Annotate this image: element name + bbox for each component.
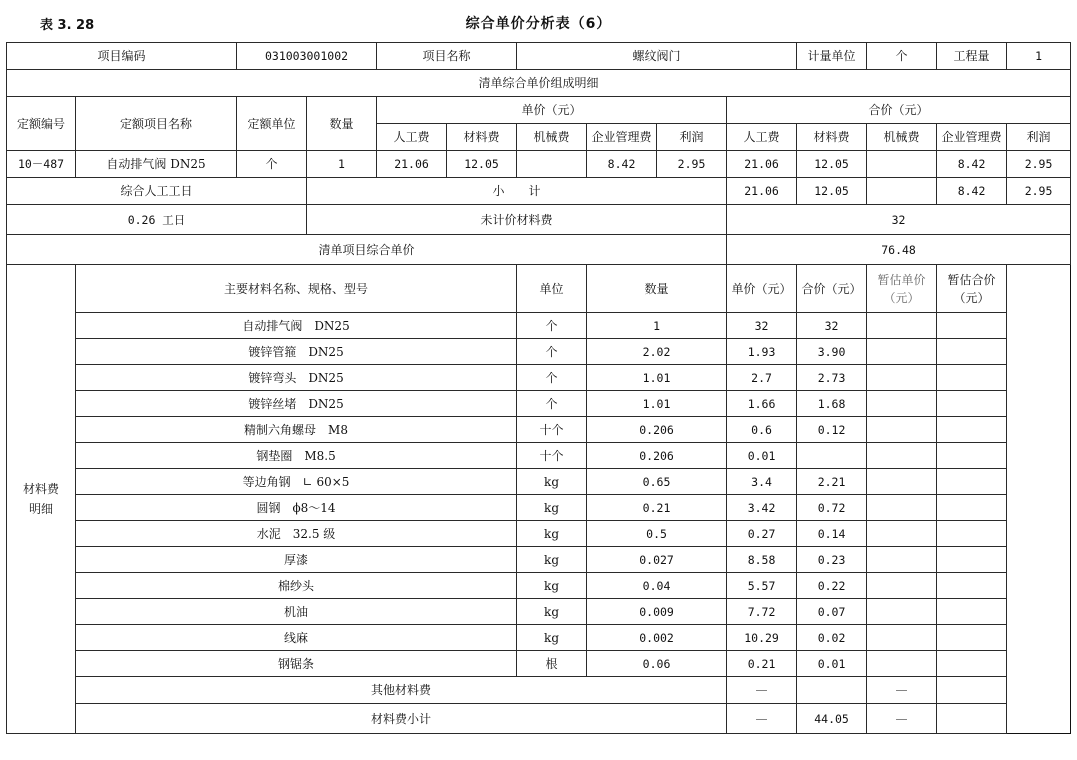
material-row bbox=[7, 313, 1071, 339]
material-unit: 个 bbox=[517, 339, 587, 365]
material-unit: kg bbox=[517, 547, 587, 573]
composition-header-row-1 bbox=[7, 97, 1071, 124]
material-unit: 个 bbox=[517, 313, 587, 339]
material-unit: 十个 bbox=[517, 417, 587, 443]
material-name: 棉纱头 bbox=[76, 573, 517, 599]
material-qty: 1.01 bbox=[587, 365, 727, 391]
material-est-price bbox=[867, 651, 937, 677]
materials-header-row bbox=[7, 265, 1071, 313]
materials-header-name: 主要材料名称、规格、型号 bbox=[76, 265, 517, 313]
materials-subtotal-price: — bbox=[727, 704, 797, 734]
material-qty: 0.21 bbox=[587, 495, 727, 521]
unpriced-material-value: 32 bbox=[727, 205, 1071, 235]
material-row bbox=[7, 547, 1071, 573]
total-labor: 21.06 bbox=[727, 151, 797, 178]
unit-labor: 21.06 bbox=[377, 151, 447, 178]
quota-qty: 1 bbox=[307, 151, 377, 178]
material-unit: kg bbox=[517, 495, 587, 521]
material-total: 0.12 bbox=[797, 417, 867, 443]
page-header bbox=[0, 0, 1077, 40]
material-unit: 个 bbox=[517, 391, 587, 417]
material-row bbox=[7, 339, 1071, 365]
materials-header-qty: 数量 bbox=[587, 265, 727, 313]
total-mgmt: 8.42 bbox=[937, 151, 1007, 178]
project-name-label: 项目名称 bbox=[377, 43, 517, 70]
unit-material: 12.05 bbox=[447, 151, 517, 178]
material-row bbox=[7, 495, 1071, 521]
materials-subtotal-est-total bbox=[937, 704, 1007, 734]
materials-subtotal-total: 44.05 bbox=[797, 704, 867, 734]
material-unit: kg bbox=[517, 599, 587, 625]
materials-header-unit: 单位 bbox=[517, 265, 587, 313]
header-unit-price: 单价（元） bbox=[377, 97, 727, 124]
labor-day-value: 0.26 工日 bbox=[7, 205, 307, 235]
material-total: 0.22 bbox=[797, 573, 867, 599]
unit-value: 个 bbox=[867, 43, 937, 70]
material-qty: 0.206 bbox=[587, 443, 727, 469]
material-total: 0.23 bbox=[797, 547, 867, 573]
total-material: 12.05 bbox=[797, 151, 867, 178]
material-total: 2.21 bbox=[797, 469, 867, 495]
material-est-total bbox=[937, 599, 1007, 625]
material-qty: 2.02 bbox=[587, 339, 727, 365]
material-name: 等边角钢 ∟ 60×5 bbox=[76, 469, 517, 495]
unpriced-material-row bbox=[7, 205, 1071, 235]
material-name: 精制六角螺母 M8 bbox=[76, 417, 517, 443]
subtotal-machine bbox=[867, 178, 937, 205]
unit-profit: 2.95 bbox=[657, 151, 727, 178]
material-est-total bbox=[937, 625, 1007, 651]
composition-subtotal-row bbox=[7, 178, 1071, 205]
qty-value: 1 bbox=[1007, 43, 1071, 70]
material-name: 线麻 bbox=[76, 625, 517, 651]
header-total-profit: 利润 bbox=[1007, 124, 1071, 151]
header-quota-no: 定额编号 bbox=[7, 97, 76, 151]
material-price: 0.21 bbox=[727, 651, 797, 677]
unit-label: 计量单位 bbox=[797, 43, 867, 70]
material-est-price bbox=[867, 313, 937, 339]
material-row bbox=[7, 651, 1071, 677]
header-quota-unit: 定额单位 bbox=[237, 97, 307, 151]
material-total: 1.68 bbox=[797, 391, 867, 417]
header-total-price: 合价（元） bbox=[727, 97, 1071, 124]
subtotal-material: 12.05 bbox=[797, 178, 867, 205]
material-qty: 0.65 bbox=[587, 469, 727, 495]
material-total: 0.72 bbox=[797, 495, 867, 521]
subtotal-mgmt: 8.42 bbox=[937, 178, 1007, 205]
table-number: 表 3. 28 bbox=[40, 18, 95, 33]
material-row bbox=[7, 573, 1071, 599]
material-est-price bbox=[867, 573, 937, 599]
quota-no: 10－487 bbox=[7, 151, 76, 178]
material-qty: 0.06 bbox=[587, 651, 727, 677]
header-unit-profit: 利润 bbox=[657, 124, 727, 151]
composition-title-row bbox=[7, 70, 1071, 97]
material-name: 镀锌管箍 DN25 bbox=[76, 339, 517, 365]
material-est-total bbox=[937, 313, 1007, 339]
material-est-total bbox=[937, 469, 1007, 495]
materials-subtotal-est-price: — bbox=[867, 704, 937, 734]
other-materials-total bbox=[797, 677, 867, 704]
material-name: 圆钢 ϕ8～14 bbox=[76, 495, 517, 521]
material-est-price bbox=[867, 417, 937, 443]
subtotal-label: 小 计 bbox=[307, 178, 727, 205]
total-profit: 2.95 bbox=[1007, 151, 1071, 178]
material-unit: kg bbox=[517, 625, 587, 651]
header-qty: 数量 bbox=[307, 97, 377, 151]
subtotal-labor: 21.06 bbox=[727, 178, 797, 205]
material-price: 10.29 bbox=[727, 625, 797, 651]
material-est-price bbox=[867, 625, 937, 651]
material-est-price bbox=[867, 365, 937, 391]
unit-price-row bbox=[7, 235, 1071, 265]
unit-price-value: 76.48 bbox=[727, 235, 1071, 265]
material-total: 0.07 bbox=[797, 599, 867, 625]
material-est-price bbox=[867, 521, 937, 547]
material-qty: 0.027 bbox=[587, 547, 727, 573]
material-name: 钢垫圈 M8.5 bbox=[76, 443, 517, 469]
unit-mgmt: 8.42 bbox=[587, 151, 657, 178]
total-machine bbox=[867, 151, 937, 178]
composition-section-title: 清单综合单价组成明细 bbox=[7, 70, 1071, 97]
subtotal-profit: 2.95 bbox=[1007, 178, 1071, 205]
materials-header-est-price: 暂估单价（元） bbox=[867, 265, 937, 313]
material-price: 0.27 bbox=[727, 521, 797, 547]
material-est-price bbox=[867, 547, 937, 573]
material-total: 32 bbox=[797, 313, 867, 339]
material-name: 水泥 32.5 级 bbox=[76, 521, 517, 547]
materials-header-total: 合价（元） bbox=[797, 265, 867, 313]
project-code-label: 项目编码 bbox=[7, 43, 237, 70]
header-quota-name: 定额项目名称 bbox=[76, 97, 237, 151]
material-est-price bbox=[867, 339, 937, 365]
material-qty: 0.206 bbox=[587, 417, 727, 443]
header-total-labor: 人工费 bbox=[727, 124, 797, 151]
materials-subtotal-row bbox=[7, 704, 1071, 734]
material-est-price bbox=[867, 599, 937, 625]
labor-day-label: 综合人工工日 bbox=[7, 178, 307, 205]
material-row bbox=[7, 625, 1071, 651]
material-total: 0.01 bbox=[797, 651, 867, 677]
material-unit: 根 bbox=[517, 651, 587, 677]
material-total: 0.02 bbox=[797, 625, 867, 651]
material-qty: 1.01 bbox=[587, 391, 727, 417]
material-price: 0.6 bbox=[727, 417, 797, 443]
material-price: 1.66 bbox=[727, 391, 797, 417]
material-price: 2.7 bbox=[727, 365, 797, 391]
other-materials-est-total bbox=[937, 677, 1007, 704]
material-est-total bbox=[937, 417, 1007, 443]
material-unit: 十个 bbox=[517, 443, 587, 469]
material-est-total bbox=[937, 521, 1007, 547]
header-total-machine: 机械费 bbox=[867, 124, 937, 151]
material-name: 自动排气阀 DN25 bbox=[76, 313, 517, 339]
material-row bbox=[7, 391, 1071, 417]
material-est-total bbox=[937, 495, 1007, 521]
material-total: 2.73 bbox=[797, 365, 867, 391]
material-total: 3.90 bbox=[797, 339, 867, 365]
unpriced-material-label: 未计价材料费 bbox=[307, 205, 727, 235]
project-name: 螺纹阀门 bbox=[517, 43, 797, 70]
other-materials-label: 其他材料费 bbox=[76, 677, 727, 704]
material-qty: 0.009 bbox=[587, 599, 727, 625]
material-qty: 0.04 bbox=[587, 573, 727, 599]
material-price: 0.01 bbox=[727, 443, 797, 469]
material-row bbox=[7, 417, 1071, 443]
material-unit: kg bbox=[517, 469, 587, 495]
material-price: 7.72 bbox=[727, 599, 797, 625]
header-unit-material: 材料费 bbox=[447, 124, 517, 151]
material-est-price bbox=[867, 443, 937, 469]
material-est-total bbox=[937, 547, 1007, 573]
material-price: 3.4 bbox=[727, 469, 797, 495]
project-code: 031003001002 bbox=[237, 43, 377, 70]
material-price: 8.58 bbox=[727, 547, 797, 573]
material-row bbox=[7, 469, 1071, 495]
qty-label: 工程量 bbox=[937, 43, 1007, 70]
material-est-price bbox=[867, 495, 937, 521]
material-qty: 0.5 bbox=[587, 521, 727, 547]
material-total bbox=[797, 443, 867, 469]
material-price: 5.57 bbox=[727, 573, 797, 599]
other-materials-price: — bbox=[727, 677, 797, 704]
material-row bbox=[7, 365, 1071, 391]
material-qty: 0.002 bbox=[587, 625, 727, 651]
material-est-total bbox=[937, 573, 1007, 599]
material-name: 镀锌弯头 DN25 bbox=[76, 365, 517, 391]
header-total-material: 材料费 bbox=[797, 124, 867, 151]
material-name: 厚漆 bbox=[76, 547, 517, 573]
project-info-row bbox=[7, 43, 1071, 70]
material-est-total bbox=[937, 339, 1007, 365]
material-price: 32 bbox=[727, 313, 797, 339]
materials-side-label: 材料费明细 bbox=[7, 265, 76, 734]
material-row bbox=[7, 443, 1071, 469]
quota-name: 自动排气阀 DN25 bbox=[76, 151, 237, 178]
material-est-price bbox=[867, 391, 937, 417]
quota-unit: 个 bbox=[237, 151, 307, 178]
unit-price-label: 清单项目综合单价 bbox=[7, 235, 727, 265]
header-unit-mgmt: 企业管理费 bbox=[587, 124, 657, 151]
other-materials-est-price: — bbox=[867, 677, 937, 704]
material-name: 机油 bbox=[76, 599, 517, 625]
materials-header-est-total: 暂估合价（元） bbox=[937, 265, 1007, 313]
material-price: 3.42 bbox=[727, 495, 797, 521]
material-qty: 1 bbox=[587, 313, 727, 339]
material-name: 镀锌丝堵 DN25 bbox=[76, 391, 517, 417]
material-total: 0.14 bbox=[797, 521, 867, 547]
material-name: 钢锯条 bbox=[76, 651, 517, 677]
header-unit-machine: 机械费 bbox=[517, 124, 587, 151]
material-est-total bbox=[937, 443, 1007, 469]
materials-header-price: 单价（元） bbox=[727, 265, 797, 313]
header-unit-labor: 人工费 bbox=[377, 124, 447, 151]
header-total-mgmt: 企业管理费 bbox=[937, 124, 1007, 151]
composition-data-row bbox=[7, 151, 1071, 178]
unit-price-analysis-grid bbox=[6, 42, 1071, 734]
material-est-price bbox=[867, 469, 937, 495]
other-materials-row bbox=[7, 677, 1071, 704]
material-unit: kg bbox=[517, 573, 587, 599]
unit-machine bbox=[517, 151, 587, 178]
material-price: 1.93 bbox=[727, 339, 797, 365]
table-title: 综合单价分析表（6） bbox=[465, 16, 612, 32]
material-row bbox=[7, 521, 1071, 547]
material-row bbox=[7, 599, 1071, 625]
material-est-total bbox=[937, 391, 1007, 417]
materials-subtotal-label: 材料费小计 bbox=[76, 704, 727, 734]
material-est-total bbox=[937, 365, 1007, 391]
material-unit: 个 bbox=[517, 365, 587, 391]
material-unit: kg bbox=[517, 521, 587, 547]
material-est-total bbox=[937, 651, 1007, 677]
